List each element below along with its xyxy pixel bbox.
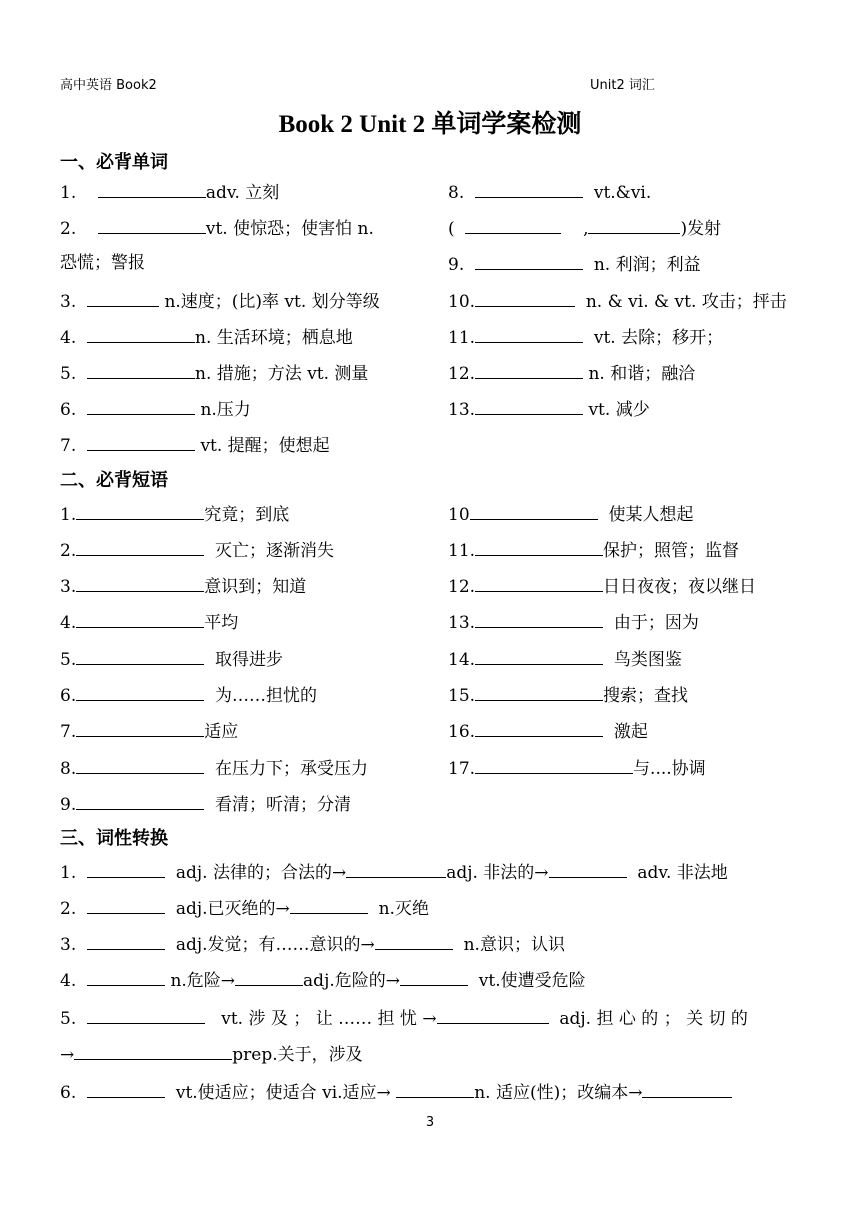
word-item-2-cont: 恐慌；警报 [60,253,145,273]
phrase-item-12: 12. 日日夜夜；夜以继日 [448,574,756,598]
answer-blank[interactable] [549,860,627,878]
answer-blank[interactable] [475,647,603,665]
answer-blank[interactable] [87,932,165,950]
conversion-item-6: 6. vt.使适应；使适合 vi.适应→ n. 适应(性)；改编本→ [60,1080,732,1104]
answer-blank[interactable] [76,610,204,628]
word-item-9: 9. n. 利润；利益 [448,252,701,276]
answer-blank[interactable] [76,647,204,665]
word-item-13: 13. vt. 减少 [448,397,650,421]
answer-blank[interactable] [475,252,583,270]
answer-blank[interactable] [475,180,583,198]
phrase-item-3: 3. 意识到；知道 [60,574,306,598]
answer-blank[interactable] [475,289,575,307]
answer-blank[interactable] [87,1006,205,1024]
answer-blank[interactable] [76,683,204,701]
answer-blank[interactable] [465,216,561,234]
answer-blank[interactable] [642,1080,732,1098]
word-item-3: 3. n.速度；(比)率 vt. 划分等级 [60,289,380,313]
phrase-item-16: 16. 激起 [448,719,648,743]
phrase-item-15: 15. 搜索；查找 [448,683,688,707]
answer-blank[interactable] [87,361,195,379]
word-item-7: 7. vt. 提醒；使想起 [60,433,330,457]
answer-blank[interactable] [346,860,446,878]
phrase-item-7: 7. 适应 [60,719,238,743]
word-item-1: 1. adv. 立刻 [60,180,279,204]
conversion-item-5-cont: → prep.关于，涉及 [60,1042,363,1066]
phrase-item-10: 10 使某人想起 [448,502,693,526]
header-left: 高中英语 Book2 [60,78,157,93]
word-item-6: 6. n.压力 [60,397,251,421]
phrase-item-1: 1. 究竟；到底 [60,502,289,526]
conversion-item-3: 3. adj.发觉；有……意识的→ n.意识；认识 [60,932,565,956]
conversion-item-2: 2. adj.已灭绝的→ n.灭绝 [60,896,429,920]
answer-blank[interactable] [396,1080,474,1098]
word-item-4: 4. n. 生活环境；栖息地 [60,325,353,349]
phrase-item-4: 4. 平均 [60,610,238,634]
answer-blank[interactable] [588,216,680,234]
phrase-item-17: 17. 与....协调 [448,756,706,780]
answer-blank[interactable] [475,610,603,628]
answer-blank[interactable] [74,1042,232,1060]
phrase-item-6: 6. 为……担忧的 [60,683,317,707]
answer-blank[interactable] [475,719,603,737]
answer-blank[interactable] [437,1006,549,1024]
answer-blank[interactable] [87,896,165,914]
page-number: 3 [425,1115,435,1130]
answer-blank[interactable] [87,433,195,451]
answer-blank[interactable] [475,325,583,343]
answer-blank[interactable] [87,968,165,986]
answer-blank[interactable] [290,896,368,914]
answer-blank[interactable] [87,860,165,878]
answer-blank[interactable] [87,289,159,307]
page-title: Book 2 Unit 2 单词学案检测 [278,111,582,138]
answer-blank[interactable] [475,683,603,701]
answer-blank[interactable] [475,756,633,774]
answer-blank[interactable] [76,574,204,592]
answer-blank[interactable] [98,216,206,234]
word-item-10: 10. n. & vi. & vt. 攻击；抨击 [448,289,787,313]
phrase-item-14: 14. 鸟类图鉴 [448,647,682,671]
word-item-12: 12. n. 和谐；融洽 [448,361,695,385]
answer-blank[interactable] [76,792,204,810]
answer-blank[interactable] [475,538,603,556]
conversion-item-1: 1. adj. 法律的；合法的→ adj. 非法的→ adv. 非法地 [60,860,728,884]
word-item-8: 8. vt.&vi. [448,180,651,204]
answer-blank[interactable] [98,180,206,198]
phrase-item-5: 5. 取得进步 [60,647,283,671]
section-heading-phrases: 二、必背短语 [60,470,168,491]
answer-blank[interactable] [76,502,204,520]
section-heading-conversions: 三、词性转换 [60,828,168,849]
phrase-item-8: 8. 在压力下；承受压力 [60,756,368,780]
answer-blank[interactable] [87,1080,165,1098]
word-item-5: 5. n. 措施；方法 vt. 测量 [60,361,368,385]
answer-blank[interactable] [87,397,195,415]
answer-blank[interactable] [375,932,453,950]
phrase-item-13: 13. 由于；因为 [448,610,699,634]
phrase-item-2: 2. 灭亡；逐渐消失 [60,538,334,562]
answer-blank[interactable] [475,574,603,592]
answer-blank[interactable] [76,538,204,556]
answer-blank[interactable] [475,361,583,379]
section-heading-words: 一、必背单词 [60,152,168,173]
header-right: Unit2 词汇 [590,78,655,93]
answer-blank[interactable] [400,968,468,986]
answer-blank[interactable] [87,325,195,343]
conversion-item-5: 5. vt. 涉 及 ； 让 …… 担 忧 → adj. 担 心 的 ； 关 切 的 [60,1006,748,1030]
word-item-2: 2. vt. 使惊恐；使害怕 n. [60,216,374,240]
phrase-item-11: 11. 保护；照管；监督 [448,538,739,562]
answer-blank[interactable] [76,756,204,774]
phrase-item-9: 9. 看清；听清；分清 [60,792,351,816]
word-item-8-cont: ( , )发射 [448,216,721,240]
answer-blank[interactable] [76,719,204,737]
word-item-11: 11. vt. 去除；移开； [448,325,723,349]
conversion-item-4: 4. n.危险→ adj.危险的→ vt.使遭受危险 [60,968,586,992]
answer-blank[interactable] [235,968,303,986]
answer-blank[interactable] [475,397,583,415]
answer-blank[interactable] [470,502,598,520]
